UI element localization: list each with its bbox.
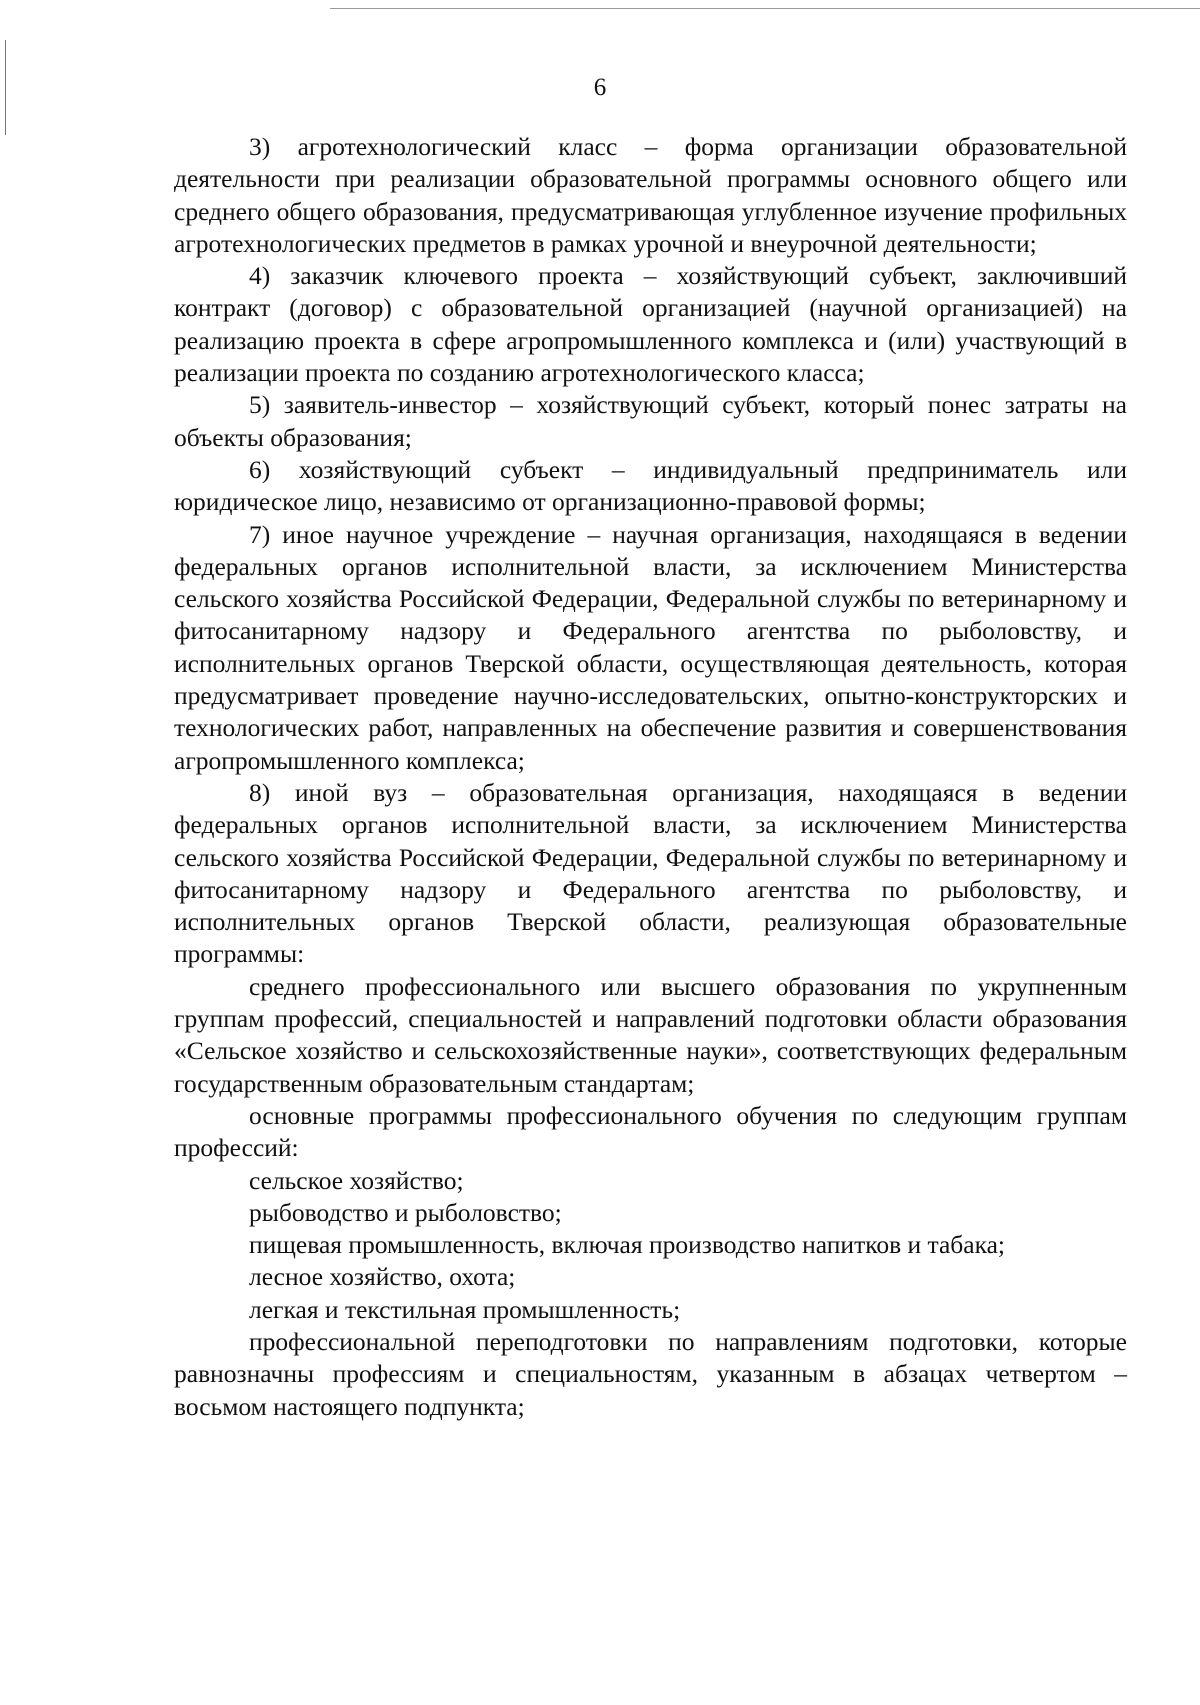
paragraph-agrotech-class: 3) агротехнологический класс – форма организации образовательной деятельности при реализации образовательной программы основного общего или среднего общего образования, предусматривающая углубленное изучение профильных агротехнологических предметов в рамках урочной и внеурочной деятельности; — [174, 132, 1127, 258]
paragraph-other-scientific-institution: 7) иное научное учреждение – научная организация, находящаяся в ведении федеральных органов исполнительной власти, за исключением Министерства сельского хозяйства Российской Федерации, Федеральной службы по ветеринарному и фитосанитарному надзору и Федерального агентства по рыболовству, и исполнительных органов Тверской области, осуществляющая деятельность, которая предусматривает проведение научно-исследовательских, опытно-конструкторских и технологических работ, направленных на обеспечение развития и совершенствования агропромышленного комплекса; — [174, 519, 1127, 775]
paragraph-applicant-investor: 5) заявитель-инвестор – хозяйствующий субъект, который понес затраты на объекты образования; — [174, 390, 1127, 452]
page-number: 6 — [593, 74, 607, 101]
paragraph-professional-education: среднего профессионального или высшего образования по укрупненным группам профессий, специальностей и направлений подготовки области образования «Сельское хозяйство и сельскохозяйственные науки», соответствующих федеральным государственным образовательным стандартам; — [174, 971, 1127, 1098]
list-item-food-industry: пищевая промышленность, включая производство напитков и табака; — [249, 1230, 1005, 1260]
paragraph-training-programs: основные программы профессионального обучения по следующим группам профессий: — [174, 1100, 1127, 1163]
paragraph-other-university: 8) иной вуз – образовательная организация, находящаяся в ведении федеральных органов исполнительной власти, за исключением Министерства сельского хозяйства Российской Федерации, Федеральной службы по ветеринарному и фитосанитарному надзору и Федерального агентства по рыболовству, и исполнительных органов Тверской области, реализующая образовательные программы: — [174, 777, 1127, 969]
paragraph-economic-entity: 6) хозяйствующий субъект – индивидуальный предприниматель или юридическое лицо, независимо от организационно-правовой формы; — [174, 454, 1127, 517]
scan-edge-line — [330, 8, 1200, 9]
list-item-textile-industry: легкая и текстильная промышленность; — [249, 1294, 681, 1324]
list-item-fish-farming: рыбоводство и рыболовство; — [249, 1197, 562, 1227]
paragraph-key-project-customer: 4) заказчик ключевого проекта – хозяйствующий субъект, заключивший контракт (договор) с образовательной организацией (научной организацией) на реализацию проекта в сфере агропромышленного комплекса и (или) участвующий в реализации проекта по созданию агротехнологического класса; — [174, 261, 1127, 388]
list-item-agriculture: сельское хозяйство; — [249, 1165, 464, 1195]
document-body — [174, 131, 1127, 1423]
list-item-forestry: лесное хозяйство, охота; — [249, 1262, 516, 1292]
paragraph-retraining: профессиональной переподготовки по направлениям подготовки, которые равнозначны профессиям и специальностям, указанным в абзацах четвертом – восьмом настоящего подпункта; — [174, 1326, 1127, 1421]
